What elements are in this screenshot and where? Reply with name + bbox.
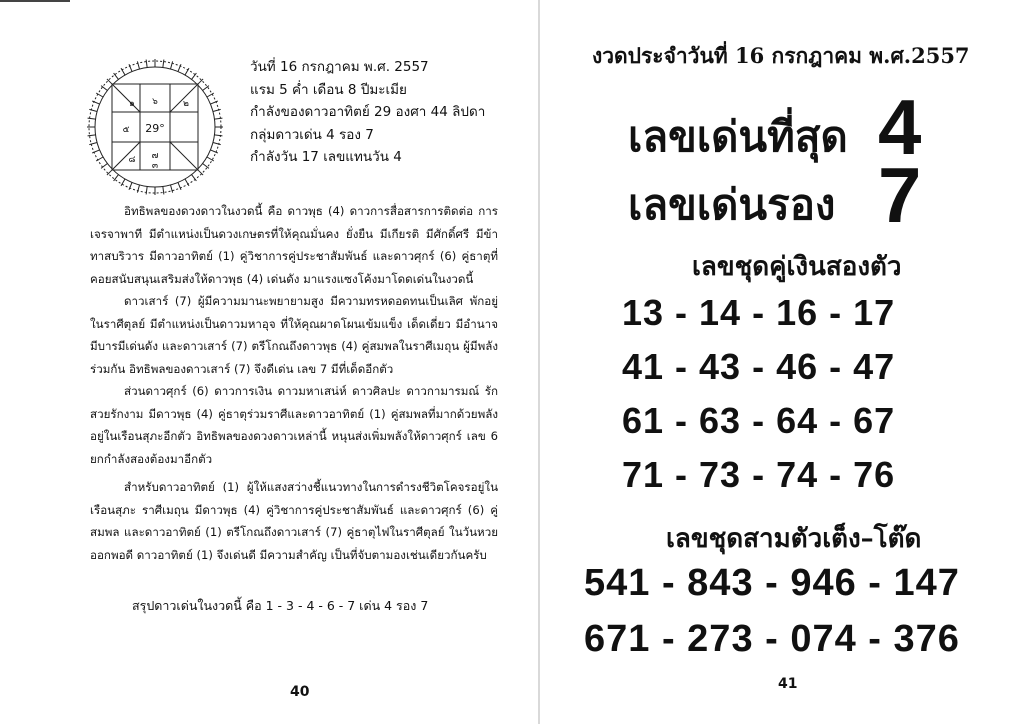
- wheel-ray: [146, 186, 147, 194]
- best-number-row: [540, 83, 1024, 171]
- wheel-center-degree: 29°: [145, 122, 165, 135]
- wheel-house: ๓: [151, 161, 159, 171]
- wheel-ray: [163, 186, 164, 194]
- info-line: แรม 5 ค่ำ เดือน 8 ปีมะเมีย: [250, 81, 407, 98]
- second-number-label: เลขเด่นรอง: [628, 180, 836, 229]
- right-page: [540, 0, 1024, 724]
- pair-row: 61 - 63 - 64 - 67: [622, 400, 896, 441]
- info-line: กำลังของดาวอาทิตย์ 29 องศา 44 ลิปดา: [250, 104, 486, 120]
- wheel-ray: [213, 109, 221, 111]
- paragraph: อิทธิพลของดวงดาวในงวดนี้ คือ ดาวพุธ (4) ดาวการสื่อสารการติดต่อ การเจรจาพาที มีตำแหน่งเป็นดวงเกษตรที่ให้คุณมั่นคง ยั่งยืน มีเกียรติ มีศักดิ์ศรี มีข้าทาสบริวาร มีดาวอาทิตย์ (1) คู่วิชาการคู่ประชาสัมพันธ์ และดาวศุกร์ (6) คู่ธาตุที่คอยสนับสนุนเสริมส่งให้ดาวพุธ (4) เด่นดัง มาแรงแซงโค้งมาโดดเด่นในงวดนี้: [90, 204, 498, 286]
- triples-heading: เลขชุดสามตัวเต็ง–โต๊ด: [666, 524, 922, 554]
- wheel-house: ๖: [152, 97, 158, 107]
- pair-row: 13 - 14 - 16 - 17: [622, 292, 896, 333]
- wheel-ray: [185, 68, 189, 75]
- article-body: [90, 200, 498, 566]
- info-line: วันที่ 16 กรกฎาคม พ.ศ. 2557: [250, 59, 429, 75]
- wheel-ray: [88, 135, 96, 136]
- wheel-ray: [88, 118, 96, 119]
- wheel-house: ๕: [122, 125, 130, 135]
- draw-date-heading: งวดประจำวันที่ 16 กรกฎาคม พ.ศ.2557: [592, 43, 970, 68]
- wheel-ray: [137, 61, 139, 69]
- wheel-ray: [214, 135, 222, 136]
- triple-row: 541 - 843 - 946 - 147: [584, 562, 960, 604]
- wheel-ray: [178, 182, 181, 189]
- wheel-ray: [146, 60, 147, 68]
- best-number: 4: [878, 83, 922, 171]
- wheel-ray: [92, 150, 99, 153]
- paragraph: ดาวเสาร์ (7) ผู้มีความมานะพยายามสูง มีความทรหดอดทนเป็นเลิศ พักอยู่ในราศีตุลย์ มีตำแหน่งเป็นดาวมหาอุจ ที่ให้คุณผาดโผนเข้มแข็ง เด็ดเดี่ยว มีอำนาจ มีบารมีเด่นดัง และดาวเสาร์ (7) ตรีโกณถึงดาวพุธ (4) คู่สมพลในราศีเมถุน ผู้มีพลังร่วมกัน อิทธิพลของดาวเสาร์ (7) จึงดีเด่น เลข 7 มีที่เด็ดอีกตัว: [90, 294, 498, 376]
- date-info: [250, 56, 485, 169]
- wheel-ray: [92, 101, 99, 104]
- wheel-ray: [178, 64, 181, 71]
- wheel-house: ๑: [129, 99, 135, 109]
- wheel-ray: [214, 118, 222, 119]
- wheel-house: ๘: [128, 155, 136, 165]
- wheel-ray: [89, 109, 97, 111]
- second-number-row: [540, 151, 1024, 239]
- wheel-house: ๒: [183, 99, 189, 109]
- info-line: กำลังวัน 17 เลขแทนวัน 4: [250, 149, 402, 165]
- summary-line: สรุปดาวเด่นในงวดนี้ คือ 1 - 3 - 4 - 6 - 7 เด่น 4 รอง 7: [132, 598, 429, 613]
- second-number: 7: [878, 151, 922, 239]
- pairs-heading: เลขชุดคู่เงินสองตัว: [692, 252, 902, 282]
- wheel-ray: [171, 185, 173, 193]
- wheel-house: ๗: [151, 151, 159, 161]
- best-number-label: เลขเด่นที่สุด: [628, 112, 848, 161]
- wheel-ray: [89, 143, 97, 145]
- wheel-ray: [213, 143, 221, 145]
- page-number: 40: [290, 684, 310, 700]
- paragraph: สำหรับดาวอาทิตย์ (1) ผู้ให้แสงสว่างชี้แนวทางในการดำรงชีวิตโคจรอยู่ในเรือนสุภะ ราศีเมถุน มีดาวพุธ (4) คู่วิชาการคู่ประชาสัมพันธ์ และดาวศุกร์ (6) คู่สมพล และดาวอาทิตย์ (1) ตรีโกณถึงดาวเสาร์ (7) คู่ธาตุไฟในราศีตุลย์ ในวันหวยออกพอดี ดาวอาทิตย์ (1) จึงเด่นดี มีความสำคัญ เป็นที่จับตามองเช่นเดียวกันครับ: [90, 480, 498, 562]
- horoscope-wheel: [86, 58, 224, 196]
- pair-row: 71 - 73 - 74 - 76: [622, 454, 896, 495]
- wheel-ray: [137, 185, 139, 193]
- info-line: กลุ่มดาวเด่น 4 รอง 7: [250, 126, 374, 143]
- pair-row: 41 - 43 - 46 - 47: [622, 346, 896, 387]
- page-number: 41: [778, 676, 798, 692]
- wheel-ray: [163, 60, 164, 68]
- triple-row: 671 - 273 - 074 - 376: [584, 618, 960, 660]
- wheel-ray: [185, 179, 189, 186]
- paragraph: ส่วนดาวศุกร์ (6) ดาวการเงิน ดาวมหาเสน่ห์ ดาวศิลปะ ดาวกามารมณ์ รักสวยรักงาม มีดาวพุธ (4) คู่ธาตุร่วมราศีและดาวอาทิตย์ (1) คู่สมพลที่มากด้วยพลังอยู่ในเรือนสุภะอีกตัว อิทธิพลของดวงดาวเหล่านี้ หนุนส่งเพิ่มพลังให้ดาวศุกร์ เลข 6 ยกกำลังสองต้องมาอีกตัว: [90, 384, 498, 466]
- wheel-ray: [171, 61, 173, 69]
